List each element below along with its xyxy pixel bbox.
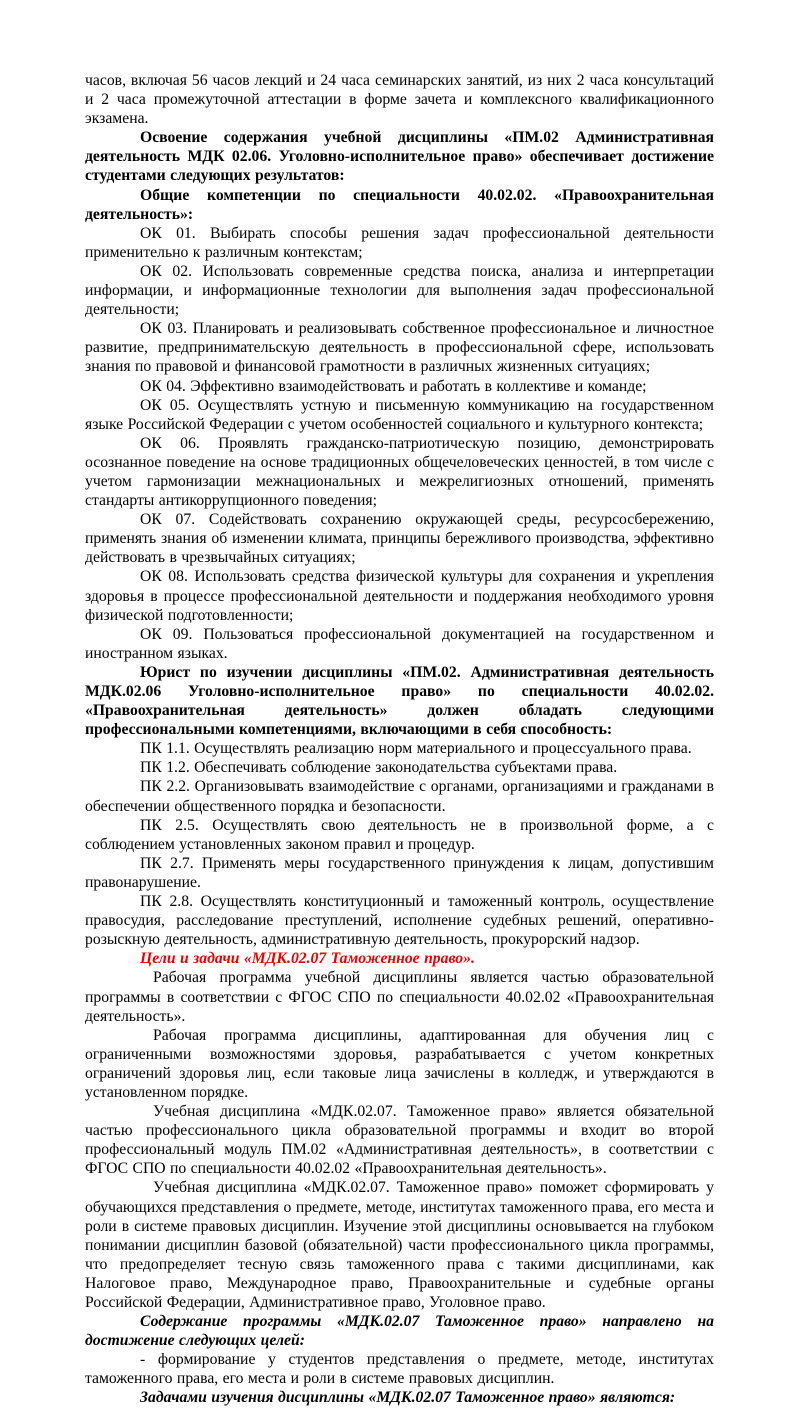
paragraph: ПК 2.8. Осуществлять конституционный и таможенный контроль, осуществление правосудия, расследование преступлений, исполнение судебных решений, оперативно-розыскную деятельность, административную деятельность, прокурорский надзор.	[85, 893, 714, 949]
paragraph: ПК 2.2. Организовывать взаимодействие с органами, организациями и гражданами в обеспечении общественного порядка и безопасности.	[85, 778, 714, 815]
paragraph: ОК 01. Выбирать способы решения задач профессиональной деятельности применительно к различным контекстам;	[85, 224, 714, 261]
paragraph: ОК 08. Использовать средства физической культуры для сохранения и укрепления здоровья в процессе профессиональной деятельности и поддержания необходимого уровня физической подготовленности;	[85, 568, 714, 624]
paragraph: Рабочая программа дисциплины, адаптированная для обучения лиц с ограниченными возможностями здоровья, разрабатывается с учетом конкретных ограничений здоровья лиц, если таковые лица зачислены в колледж, и утверждаются в установленном порядке.	[85, 1026, 714, 1101]
paragraph: ОК 05. Осуществлять устную и письменную коммуникацию на государственном языке Российской Федерации с учетом особенностей социального и культурного контекста;	[85, 396, 714, 433]
paragraph: ОК 03. Планировать и реализовывать собственное профессиональное и личностное развитие, предпринимательскую деятельность в профессиональной сфере, использовать знания по правовой и финансовой грамотности в различных жизненных ситуациях;	[85, 320, 714, 376]
paragraph: Общие компетенции по специальности 40.02.02. «Правоохранительная деятельность»:	[85, 186, 714, 223]
paragraph: Содержание программы «МДК.02.07 Таможенное право» направлено на достижение следующих целей:	[85, 1313, 714, 1350]
paragraph: Учебная дисциплина «МДК.02.07. Таможенное право» является обязательной частью профессионального цикла образовательной программы и входит во второй профессиональный модуль ПМ.02 «Административная деятельность», в соответствии с ФГОС СПО по специальности 40.02.02 «Правоохранительная деятельность».	[85, 1103, 714, 1178]
paragraph: Освоение содержания учебной дисциплины «ПМ.02 Административная деятельность МДК 02.06. Уголовно-исполнительное право» обеспечивает достижение студентами следующих результатов:	[85, 129, 714, 185]
paragraph: ОК 09. Пользоваться профессиональной документацией на государственном и иностранном языках.	[85, 625, 714, 662]
paragraph: ПК 2.5. Осуществлять свою деятельность не в произвольной форме, а с соблюдением установленных законом правил и процедур.	[85, 816, 714, 853]
paragraph: часов, включая 56 часов лекций и 24 часа семинарских занятий, из них 2 часа консультаций и 2 часа промежуточной аттестации в форме зачета и комплексного квалификационного экзамена.	[85, 72, 714, 128]
paragraph: ОК 02. Использовать современные средства поиска, анализа и интерпретации информации, и информационные технологии для выполнения задач профессиональной деятельности;	[85, 262, 714, 319]
paragraph: ОК 06. Проявлять гражданско-патриотическую позицию, демонстрировать осознанное поведение на основе традиционных общечеловеческих ценностей, в том числе с учетом гармонизации межнациональных и межрелигиозных отношений, применять стандарты антикоррупционного поведения;	[85, 434, 714, 510]
paragraph: Рабочая программа учебной дисциплины является частью образовательной программы в соответствии с ФГОС СПО по специальности 40.02.02 «Правоохранительная деятельность».	[85, 969, 714, 1025]
paragraph: Цели и задачи «МДК.02.07 Таможенное право».	[140, 950, 475, 968]
paragraph: Юрист по изучении дисциплины «ПМ.02. Административная деятельность МДК.02.06 Уголовно-исполнительное право» по специальности 40.02.02. «Правоохранительная деятельность» должен обладать следующими профессиональными компетенциями, включающими в себя способность:	[85, 663, 714, 739]
paragraph: - формирование у студентов представления о предмете, методе, институтах таможенного права, его места и роли в системе правовых дисциплин.	[85, 1351, 714, 1388]
document-body	[85, 71, 714, 1408]
paragraph: Задачами изучения дисциплины «МДК.02.07 Таможенное право» являются:	[140, 1389, 676, 1407]
paragraph: ПК 1.1. Осуществлять реализацию норм материального и процессуального права.	[140, 740, 692, 758]
paragraph: ОК 07. Содействовать сохранению окружающей среды, ресурсосбережению, применять знания об изменении климата, принципы бережливого производства, эффективно действовать в чрезвычайных ситуациях;	[85, 511, 714, 567]
paragraph: ОК 04. Эффективно взаимодействовать и работать в коллективе и команде;	[140, 377, 647, 395]
paragraph: ПК 2.7. Применять меры государственного принуждения к лицам, допустившим правонарушение.	[85, 854, 714, 891]
paragraph: ПК 1.2. Обеспечивать соблюдение законодательства субъектами права.	[140, 759, 618, 777]
paragraph: Учебная дисциплина «МДК.02.07. Таможенное право» поможет сформировать у обучающихся представления о предмете, методе, институтах таможенного права, его места и роли в системе правовых дисциплин. Изучение этой дисциплины основывается на глубоком понимании дисциплин базовой (обязательной) части профессионального цикла программы, что предопределяет тесную связь таможенного права с такими дисциплинами, как Налоговое право, Международное право, Правоохранительные и судебные органы Российской Федерации, Административное право, Уголовное право.	[85, 1179, 714, 1311]
